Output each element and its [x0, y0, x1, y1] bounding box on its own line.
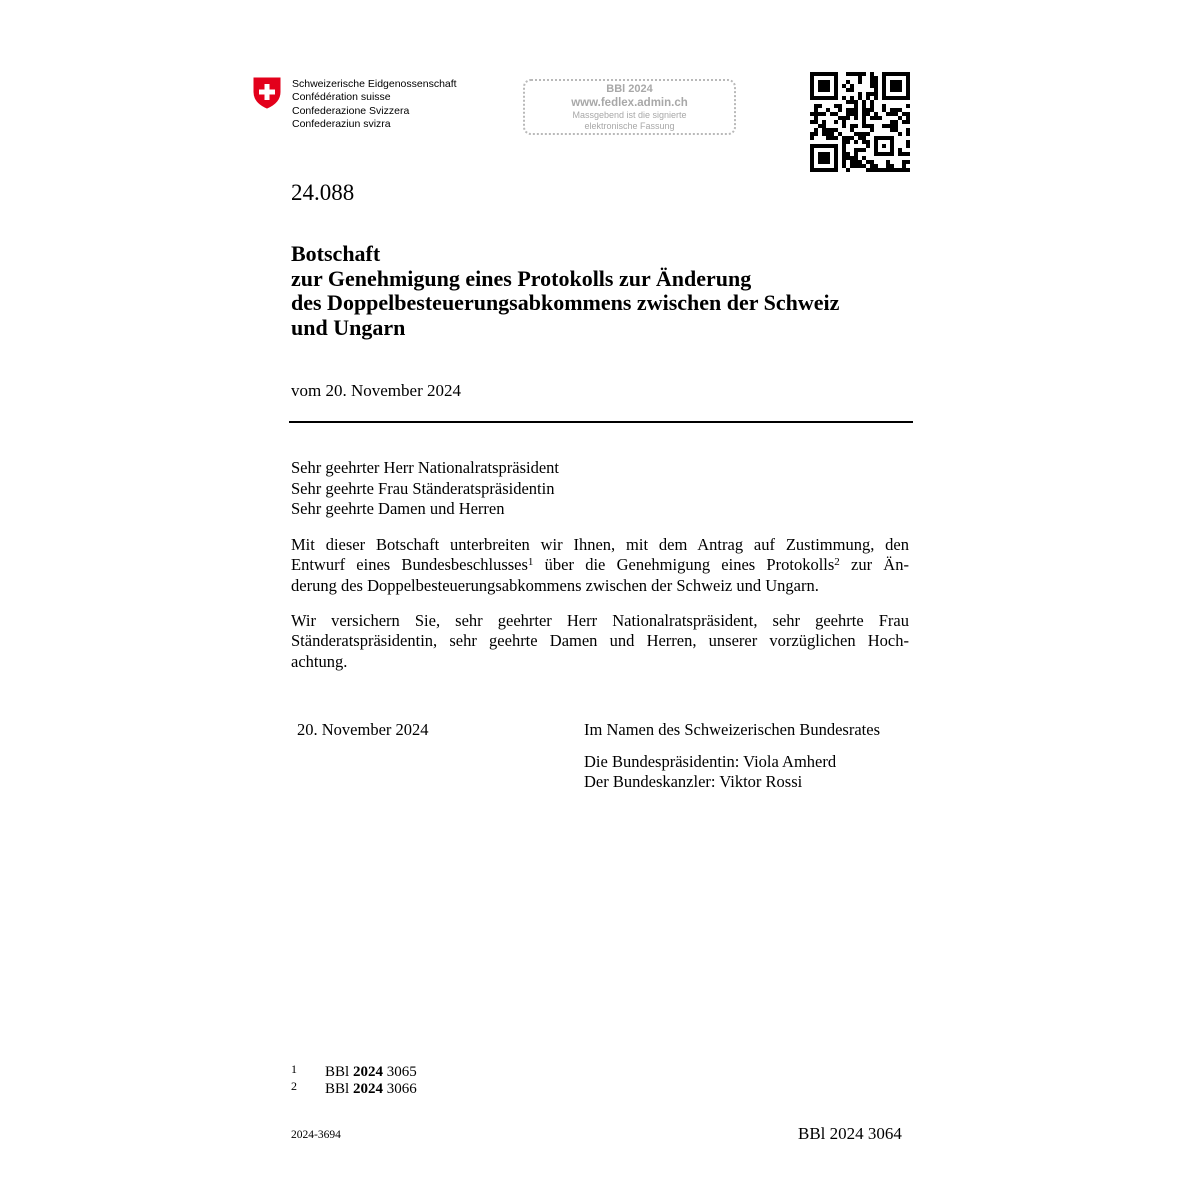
qr-module — [906, 140, 910, 144]
title-line-4: und Ungarn — [291, 314, 406, 340]
qr-module — [894, 112, 898, 116]
qr-module — [838, 108, 842, 112]
qr-module — [894, 108, 898, 112]
qr-module — [862, 148, 866, 152]
qr-module — [854, 104, 858, 108]
bbl-reference: BBl 2024 3064 — [798, 1124, 902, 1143]
qr-module — [906, 120, 910, 124]
qr-module — [862, 100, 866, 104]
qr-module — [850, 72, 854, 76]
qr-module — [834, 128, 838, 132]
qr-module — [874, 88, 878, 92]
qr-module — [894, 120, 898, 124]
salutation — [291, 458, 559, 520]
title-line-3: des Doppelbesteuerungsabkommens zwischen der Schweiz — [291, 290, 840, 315]
confederation-name-it: Confederazione Svizzera — [292, 104, 410, 117]
confederation-name-de: Schweizerische Eidgenossenschaft — [292, 78, 457, 90]
qr-module — [854, 140, 858, 144]
qr-module — [842, 116, 846, 120]
qr-module — [866, 132, 870, 136]
qr-module — [858, 80, 862, 84]
qr-module — [826, 132, 830, 136]
qr-module — [874, 80, 878, 84]
paragraph-closing-line-1: Wir versichern Sie, sehr geehrter Herr Nationalratspräsident, sehr geehrte Frau — [291, 611, 909, 630]
qr-module — [846, 108, 850, 112]
qr-module — [818, 104, 822, 108]
qr-module — [838, 132, 842, 136]
qr-module — [846, 116, 850, 120]
document-title — [291, 242, 931, 340]
qr-module — [810, 120, 814, 124]
qr-module — [858, 136, 862, 140]
qr-module — [822, 124, 826, 128]
qr-module — [906, 160, 910, 164]
qr-module — [850, 96, 854, 100]
qr-module — [814, 116, 818, 120]
qr-module — [894, 128, 898, 132]
qr-module — [898, 108, 902, 112]
qr-module — [874, 76, 878, 80]
qr-module — [882, 168, 886, 172]
confederation-names — [292, 78, 457, 131]
qr-module — [898, 132, 902, 136]
stamp-note-1: Massgebend ist die signierte — [572, 110, 687, 120]
qr-module — [862, 120, 866, 124]
qr-module — [822, 112, 826, 116]
qr-module — [810, 112, 814, 116]
salutation-line-3: Sehr geehrte Damen und Herren — [291, 499, 505, 518]
qr-module — [870, 72, 874, 76]
qr-module — [850, 160, 854, 164]
paragraph-closing-line-3: achtung. — [291, 651, 348, 671]
paragraph-intro-line-2b: über die Genehmigung eines Protokolls — [533, 555, 835, 575]
qr-module — [846, 140, 850, 144]
stamp-bbl: BBl 2024 — [606, 83, 653, 95]
qr-module — [874, 164, 878, 168]
document-id: 2024-3694 — [291, 1129, 341, 1141]
qr-module — [878, 168, 882, 172]
qr-module — [818, 112, 822, 116]
qr-module — [906, 128, 910, 132]
qr-module — [894, 168, 898, 172]
qr-module — [866, 144, 870, 148]
salutation-line-2: Sehr geehrte Frau Ständeratspräsidentin — [291, 478, 555, 498]
qr-module — [854, 108, 858, 112]
confederation-name-rm: Confederaziun svizra — [292, 117, 391, 130]
qr-module — [842, 96, 846, 100]
signature-block — [584, 720, 880, 793]
qr-module — [866, 140, 870, 144]
paragraph-closing — [291, 611, 909, 672]
chancellor-line: Der Bundeskanzler: Viktor Rossi — [584, 772, 803, 791]
qr-module — [870, 168, 874, 172]
qr-module — [870, 164, 874, 168]
qr-module — [842, 156, 846, 160]
qr-module — [882, 124, 886, 128]
qr-module — [862, 108, 866, 112]
qr-module — [874, 96, 878, 100]
qr-module — [866, 112, 870, 116]
qr-module — [850, 112, 854, 116]
qr-module — [894, 124, 898, 128]
qr-module — [902, 112, 906, 116]
qr-module — [842, 84, 846, 88]
qr-module — [830, 112, 834, 116]
qr-module — [870, 124, 874, 128]
footnote-page[interactable]: 3065 — [382, 1064, 417, 1080]
qr-module — [874, 92, 878, 96]
footnote-year[interactable]: 2024 — [352, 1064, 383, 1080]
qr-module — [850, 124, 854, 128]
qr-module — [862, 104, 866, 108]
qr-module — [886, 160, 890, 164]
qr-module — [902, 164, 906, 168]
qr-module — [834, 136, 838, 140]
qr-module — [866, 168, 870, 172]
stamp-url: www.fedlex.admin.ch — [571, 97, 688, 109]
confederation-name-fr: Confédération suisse — [292, 91, 391, 104]
qr-module — [858, 160, 862, 164]
qr-module — [846, 156, 850, 160]
qr-module — [870, 160, 874, 164]
footnote-number: 1 — [291, 1062, 297, 1076]
qr-module — [874, 168, 878, 172]
qr-module — [874, 84, 878, 88]
qr-module — [874, 112, 878, 116]
qr-module — [842, 124, 846, 128]
qr-module — [858, 96, 862, 100]
qr-module — [878, 116, 882, 120]
qr-module — [890, 128, 894, 132]
qr-module — [814, 132, 818, 136]
qr-module — [842, 148, 846, 152]
qr-module — [886, 164, 890, 168]
paragraph-intro — [291, 535, 909, 596]
title-line-2: zur Genehmigung eines Protokolls zur Änderung — [291, 265, 752, 291]
qr-module — [830, 136, 834, 140]
qr-module — [850, 164, 854, 168]
qr-module — [826, 136, 830, 140]
qr-module — [834, 120, 838, 124]
footnote-ref-2[interactable]: 2 — [834, 556, 840, 569]
qr-module — [906, 144, 910, 148]
qr-module — [858, 92, 862, 96]
qr-module — [862, 112, 866, 116]
paragraph-intro-line-2a: Entwurf eines Bundesbeschlusses — [291, 555, 528, 575]
qr-module — [842, 160, 846, 164]
qr-module — [826, 128, 830, 132]
qr-module — [870, 76, 874, 80]
qr-module — [890, 124, 894, 128]
qr-module — [846, 100, 850, 104]
qr-module — [846, 152, 850, 156]
qr-module — [882, 108, 886, 112]
signature-stamp — [523, 79, 736, 135]
president-line: Die Bundespräsidentin: Viola Amherd — [584, 751, 837, 771]
qr-module — [898, 168, 902, 172]
qr-module — [842, 144, 846, 148]
footnote-ref-1[interactable]: 1 — [527, 556, 534, 569]
qr-module — [898, 116, 902, 120]
stamp-note-2: elektronische Fassung — [584, 121, 675, 131]
qr-module — [854, 112, 858, 116]
qr-module — [854, 148, 858, 152]
qr-module — [846, 88, 850, 92]
qr-module — [906, 104, 910, 108]
qr-module — [842, 140, 846, 144]
qr-module — [862, 140, 866, 144]
qr-module — [814, 128, 818, 132]
on-behalf-line: Im Namen des Schweizerischen Bundesrates — [584, 720, 880, 739]
footnote-number: 2 — [291, 1079, 297, 1093]
divider — [289, 421, 913, 423]
qr-module — [850, 156, 854, 160]
footnote-year[interactable]: 2024 — [352, 1081, 383, 1097]
qr-module — [814, 108, 818, 112]
salutation-line-1: Sehr geehrter Herr Nationalratspräsident — [291, 458, 560, 477]
qr-module — [854, 124, 858, 128]
qr-module — [858, 148, 862, 152]
qr-module — [862, 116, 866, 120]
qr-module — [822, 120, 826, 124]
qr-code-icon — [810, 72, 910, 172]
qr-module — [818, 124, 822, 128]
qr-module — [866, 96, 870, 100]
qr-module — [850, 84, 854, 88]
qr-module — [858, 164, 862, 168]
qr-module — [886, 124, 890, 128]
qr-module — [898, 148, 902, 152]
paragraph-intro-line-2c: zur Än- — [839, 555, 909, 575]
qr-module — [854, 152, 858, 156]
footnote-prefix[interactable]: BBl — [325, 1064, 353, 1080]
qr-module — [822, 132, 826, 136]
signature-date: 20. November 2024 — [297, 720, 429, 739]
qr-module — [862, 132, 866, 136]
footnote-2 — [291, 1078, 417, 1097]
qr-module — [854, 100, 858, 104]
qr-module — [842, 120, 846, 124]
qr-module — [838, 116, 842, 120]
qr-module — [862, 156, 866, 160]
qr-module — [890, 164, 894, 168]
qr-module — [870, 128, 874, 132]
qr-module — [834, 112, 838, 116]
qr-module — [854, 116, 858, 120]
swiss-coat-of-arms-icon — [253, 77, 281, 109]
qr-module — [906, 116, 910, 120]
qr-module — [838, 104, 842, 108]
qr-module — [834, 104, 838, 108]
qr-module — [862, 72, 866, 76]
qr-module — [850, 88, 854, 92]
qr-module — [882, 104, 886, 108]
qr-module — [870, 108, 874, 112]
document-number: 24.088 — [291, 180, 355, 205]
qr-module — [854, 72, 858, 76]
qr-module — [886, 112, 890, 116]
qr-module — [866, 124, 870, 128]
qr-module — [842, 136, 846, 140]
qr-module — [846, 168, 850, 172]
qr-module — [814, 104, 818, 108]
qr-module — [850, 128, 854, 132]
qr-module — [890, 108, 894, 112]
qr-module — [862, 136, 866, 140]
qr-module — [902, 168, 906, 172]
qr-module — [902, 120, 906, 124]
qr-module — [822, 128, 826, 132]
qr-module — [906, 112, 910, 116]
qr-module — [846, 136, 850, 140]
qr-module — [906, 168, 910, 172]
qr-module — [810, 132, 814, 136]
qr-module — [890, 168, 894, 172]
qr-module — [870, 80, 874, 84]
qr-module — [870, 104, 874, 108]
qr-module — [854, 164, 858, 168]
qr-module — [870, 92, 874, 96]
paragraph-intro-line-2 — [291, 555, 909, 575]
qr-module — [862, 164, 866, 168]
title-line-1: Botschaft — [291, 241, 381, 266]
qr-module — [854, 156, 858, 160]
qr-module — [842, 152, 846, 156]
qr-module — [890, 120, 894, 124]
qr-module — [906, 132, 910, 136]
qr-module — [870, 100, 874, 104]
qr-module — [814, 112, 818, 116]
qr-module — [850, 100, 854, 104]
qr-module — [858, 72, 862, 76]
qr-module — [870, 116, 874, 120]
qr-module — [862, 124, 866, 128]
qr-module — [866, 108, 870, 112]
qr-module — [846, 72, 850, 76]
qr-module — [906, 152, 910, 156]
qr-module — [886, 168, 890, 172]
qr-module — [850, 136, 854, 140]
qr-module — [902, 152, 906, 156]
qr-module — [842, 164, 846, 168]
qr-module — [874, 116, 878, 120]
qr-module — [826, 108, 830, 112]
qr-module — [858, 132, 862, 136]
document-date: vom 20. November 2024 — [291, 381, 461, 400]
qr-module — [902, 160, 906, 164]
qr-module — [854, 132, 858, 136]
qr-module — [814, 120, 818, 124]
qr-module — [846, 80, 850, 84]
footnote-page[interactable]: 3066 — [382, 1081, 417, 1097]
paragraph-intro-line-1: Mit dieser Botschaft unterbreiten wir Ihnen, mit dem Antrag auf Zustimmung, den — [291, 535, 909, 554]
qr-module — [898, 152, 902, 156]
qr-module — [890, 112, 894, 116]
qr-module — [866, 92, 870, 96]
qr-module — [858, 76, 862, 80]
qr-module — [830, 132, 834, 136]
qr-module — [850, 108, 854, 112]
qr-module — [810, 136, 814, 140]
qr-module — [870, 84, 874, 88]
paragraph-closing-line-2: Ständeratspräsidentin, sehr geehrte Damen und Herren, unserer vorzüglichen Hoch- — [291, 631, 909, 651]
qr-module — [866, 160, 870, 164]
qr-module — [846, 112, 850, 116]
footnote-prefix[interactable]: BBl — [325, 1081, 353, 1097]
qr-module — [854, 160, 858, 164]
qr-module — [830, 128, 834, 132]
paragraph-intro-line-3: derung des Doppelbesteuerungsabkommens zwischen der Schweiz und Ungarn. — [291, 575, 819, 595]
